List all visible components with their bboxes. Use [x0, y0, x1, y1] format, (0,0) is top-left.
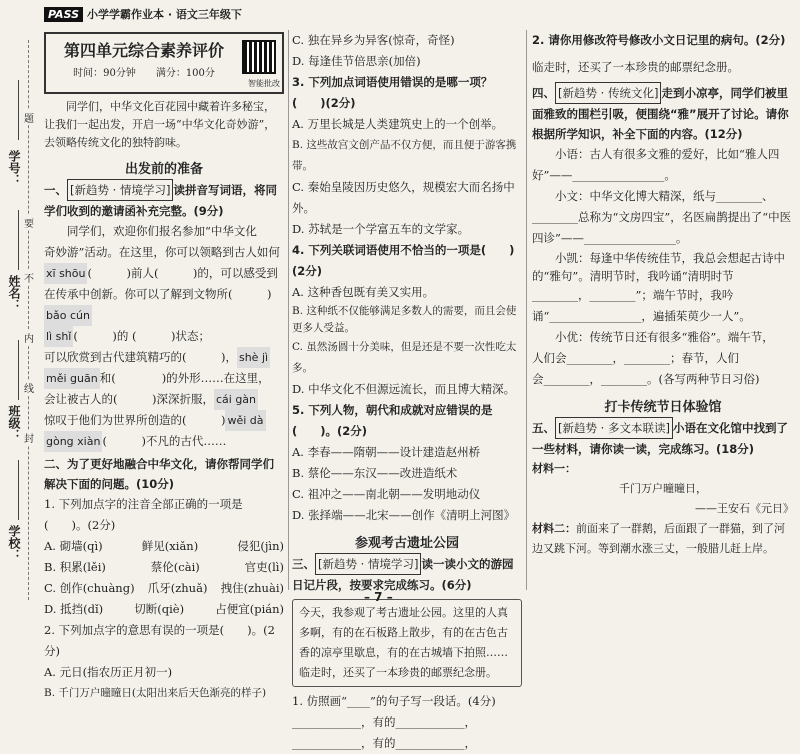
question-tag: [新趋势 · 传统文化] — [555, 82, 661, 104]
diary-excerpt: 今天，我参观了考古遗址公园。这里的人真多啊，有的在石板路上散步，有的在古色古香的凉亭里歇息，有的在古城墙下拍照……临走时，还买了一本珍贵的邮票纪念册。 — [292, 599, 522, 687]
option-row[interactable]: A. 砌墙(qì) 鲜见(xiǎn) 侵犯(jìn) — [44, 539, 284, 553]
pinyin-line: měi guān 和( )的外形……在这里， — [44, 368, 284, 389]
gutter-mark: 不 — [24, 270, 34, 285]
material-1-text: 千门万户曈曈日， — [619, 482, 707, 495]
answer-line[interactable]: ____________，有的____________， — [292, 736, 476, 750]
option[interactable]: A. 李春——隋朝——设计建造赵州桥 — [292, 445, 481, 459]
passage-line: 同学们，欢迎你们报名参加“中华文化 — [44, 224, 257, 238]
pinyin-line: gòng xiàn ( )不凡的古代…… — [44, 431, 284, 452]
pinyin: lì shǐ — [44, 326, 73, 347]
option[interactable]: A. 这种香包既有美又实用。 — [292, 285, 435, 299]
pinyin: bǎo cún — [44, 305, 92, 326]
section-title: 出发前的准备 — [124, 162, 203, 177]
pinyin: gòng xiàn — [44, 431, 102, 452]
column-2 — [292, 30, 522, 754]
option[interactable]: A. 元日(指农历正月初一) — [44, 665, 173, 679]
section-title: 参观考古遗址公园 — [354, 536, 459, 551]
option[interactable]: D. 苏轼是一个学富五车的文学家。 — [292, 222, 470, 236]
passage-line: 小凯：每逢中华传统佳节，我总会想起古诗中的“雅句”。清明节时，我吟诵“清明时节 — [532, 251, 785, 283]
question-4-prompt: 四、 [新趋势 · 传统文化] 走到小凉亭，同学们被里面雅致的围栏引吸，便围绕“雅”展开了讨论。请你根据所学知识，补全下面的内容。(12分) — [532, 82, 794, 144]
option[interactable]: D. 每逢佳节倍思亲(加倍) — [292, 54, 421, 68]
class-label: 班级： — [7, 405, 21, 441]
option-row[interactable]: B. 积累(lěi) 蔡伦(cài) 官吏(lì) — [44, 560, 284, 574]
column-divider — [288, 30, 289, 590]
question-2-3: 3. 下列加点词语使用错误的是哪一项？( )(2分) — [292, 75, 493, 110]
answer-line[interactable]: ____________，有的____________， — [292, 715, 476, 729]
option[interactable]: C. 虽然汤圆十分美味，但是还是不要一次性吃太多。 — [292, 341, 517, 374]
question-3-2: 2. 请你用修改符号修改小文日记里的病句。(2分) — [532, 33, 786, 47]
question-1-prompt: 一、 [新趋势 · 情境学习] 读拼音写词语，将同学们收到的邀请函补充完整。(9分) — [44, 179, 284, 221]
intro-text: 同学们，中华文化百花园中藏着许多秘宝，让我们一起出发，开启一场“中华文化奇妙游”，去领略传统文化的独特韵味。 — [44, 100, 276, 149]
answer-line[interactable]: 人们会________，________；春节，人们 — [532, 351, 739, 365]
pinyin: shè jì — [237, 347, 270, 368]
answer-line[interactable]: 好”——________________。 — [532, 168, 676, 182]
student-number-label: 学号： — [7, 150, 21, 186]
material-1: 材料一： — [532, 462, 576, 475]
class-field[interactable] — [18, 340, 19, 400]
passage-line: 会让被古人的( )深深折服， cái gàn — [44, 389, 284, 410]
question-5-prompt: 五、 [新趋势 · 多文本联读] 小语在文化馆中找到了一些材料，请你读一读，完成练习。(18分) — [532, 417, 794, 459]
passage-line: 小语：古人有很多文雅的爱好，比如“雅人四 — [532, 147, 780, 161]
column-1 — [44, 30, 284, 704]
gutter-mark: 封 — [24, 430, 34, 445]
pinyin: wěi dà — [225, 410, 265, 431]
pass-logo: PASS — [44, 7, 83, 22]
column-3 — [532, 30, 794, 559]
student-number-field[interactable] — [18, 80, 19, 140]
book-header — [44, 6, 284, 26]
answer-line[interactable]: 会________，________。(各写两种节日习俗) — [532, 372, 760, 386]
passage-line: 小优：传统节日还有很多“雅俗”。端午节， — [532, 330, 774, 344]
name-field[interactable] — [18, 210, 19, 270]
option[interactable]: C. 秦始皇陵因历史悠久，规模宏大而名扬中外。 — [292, 180, 515, 215]
column-divider — [526, 30, 527, 590]
pinyin: měi guān — [44, 368, 100, 389]
binding-gutter — [0, 0, 40, 616]
sentence-to-fix[interactable]: 临走时，还买了一本珍贵的邮票纪念册。 — [532, 60, 739, 74]
material-1-source: ——王安石《元日》 — [695, 502, 794, 515]
question-tag: [新趋势 · 情境学习] — [315, 553, 421, 575]
option[interactable]: B. 这种纸不仅能够满足多数人的需要，而且会使更多人受益。 — [292, 305, 517, 334]
answer-line[interactable]: 诵“________________，遍插茱萸少一人”。 — [532, 309, 751, 323]
unit-title-box — [44, 32, 284, 94]
option[interactable]: C. 祖冲之——南北朝——发明地动仪 — [292, 487, 481, 501]
qr-code-icon[interactable] — [242, 40, 276, 74]
unit-title: 第四单元综合素养评价 — [63, 41, 224, 60]
qr-caption: 智能批改 — [248, 79, 280, 88]
option[interactable]: C. 独在异乡为异客(惊奇，奇怪) — [292, 33, 455, 47]
answer-line[interactable]: 小文：中华文化博大精深，纸与________、 — [532, 189, 774, 203]
option[interactable]: B. 蔡伦——东汉——改进造纸术 — [292, 466, 458, 480]
passage-line: 惊叹于他们为世界所创造的( ) wěi dà — [44, 410, 284, 431]
option[interactable]: D. 中华文化不但源远流长，而且博大精深。 — [292, 382, 516, 396]
pinyin-line: xī shōu ( )前人( )的，可以感受到 — [44, 263, 284, 284]
option[interactable]: B. 千门万户曈曈日(太阳出来后天色渐亮的样子) — [44, 687, 267, 699]
option[interactable]: D. 张择端——北宋——创作《清明上河图》 — [292, 508, 516, 522]
book-title: 小学学霸作业本 · 语文三年级下 — [87, 8, 242, 21]
question-2-2: 2. 下列加点字的意思有误的一项是( )。(2分) — [44, 623, 275, 658]
pinyin: xī shōu — [44, 263, 87, 284]
passage-line: 可以欣赏到古代建筑精巧的( )， shè jì — [44, 347, 284, 368]
question-2-1: 1. 下列加点字的注音全部正确的一项是( )。(2分) — [44, 497, 243, 532]
option[interactable]: B. 这些故宫文创产品不仅方便，而且便于游客携带。 — [292, 139, 517, 172]
question-2-4: 4. 下列关联词语使用不恰当的一项是( )(2分) — [292, 243, 515, 278]
gutter-mark: 题 — [24, 110, 34, 125]
gutter-mark: 线 — [24, 380, 34, 395]
material-2: 材料二：前面来了一群鹅，后面跟了一群猫，到了河边又跳下河。等到潮水涨三丈，一般腊儿赶上岸。 — [532, 522, 785, 555]
name-label: 姓名： — [7, 275, 21, 311]
unit-meta: 时间：90分钟 满分：100分 — [73, 68, 215, 79]
question-3-1: 1. 仿照画“____”的句子写一段话。(4分) — [292, 694, 496, 708]
question-2-5: 5. 下列人物，朝代和成就对应错误的是( )。(2分) — [292, 403, 493, 438]
question-tag: [新趋势 · 多文本联读] — [555, 417, 673, 439]
answer-line[interactable]: ________总称为“文房四宝”，名医扁鹊提出了“中医 — [532, 210, 792, 224]
question-3-prompt: 三、 [新趋势 · 情境学习] 读一读小文的游园日记片段，按要求完成练习。(6分) — [292, 553, 522, 595]
passage-line: 在传承中创新。你可以了解到文物所( )bǎo cún — [44, 284, 284, 326]
question-2-prompt: 二、为了更好地融合中华文化，请你帮同学们解决下面的问题。(10分) — [44, 457, 274, 491]
school-field[interactable] — [18, 460, 19, 520]
pinyin: cái gàn — [214, 389, 258, 410]
answer-line[interactable]: ________，________”；端午节时，我吟 — [532, 288, 734, 302]
question-tag: [新趋势 · 情境学习] — [67, 179, 173, 201]
option-row[interactable]: C. 创作(chuàng) 爪牙(zhuǎ) 拽住(zhuài) — [44, 581, 284, 595]
pinyin-line: lì shǐ ( )的 ( )状态； — [44, 326, 284, 347]
option-row[interactable]: D. 抵挡(dǐ) 切断(qiè) 占便宜(pián) — [44, 602, 284, 616]
gutter-mark: 内 — [24, 330, 34, 345]
page-number: – 7 – — [364, 590, 393, 604]
section-title: 打卡传统节日体验馆 — [604, 400, 722, 415]
answer-line[interactable]: 四诊”——________________。 — [532, 231, 688, 245]
gutter-mark: 要 — [24, 215, 34, 230]
option[interactable]: A. 万里长城是人类建筑史上的一个创举。 — [292, 117, 504, 131]
school-label: 学校： — [7, 525, 21, 561]
passage-line: 奇妙游”活动。在这里，你可以领略到古人如何 — [44, 245, 280, 259]
